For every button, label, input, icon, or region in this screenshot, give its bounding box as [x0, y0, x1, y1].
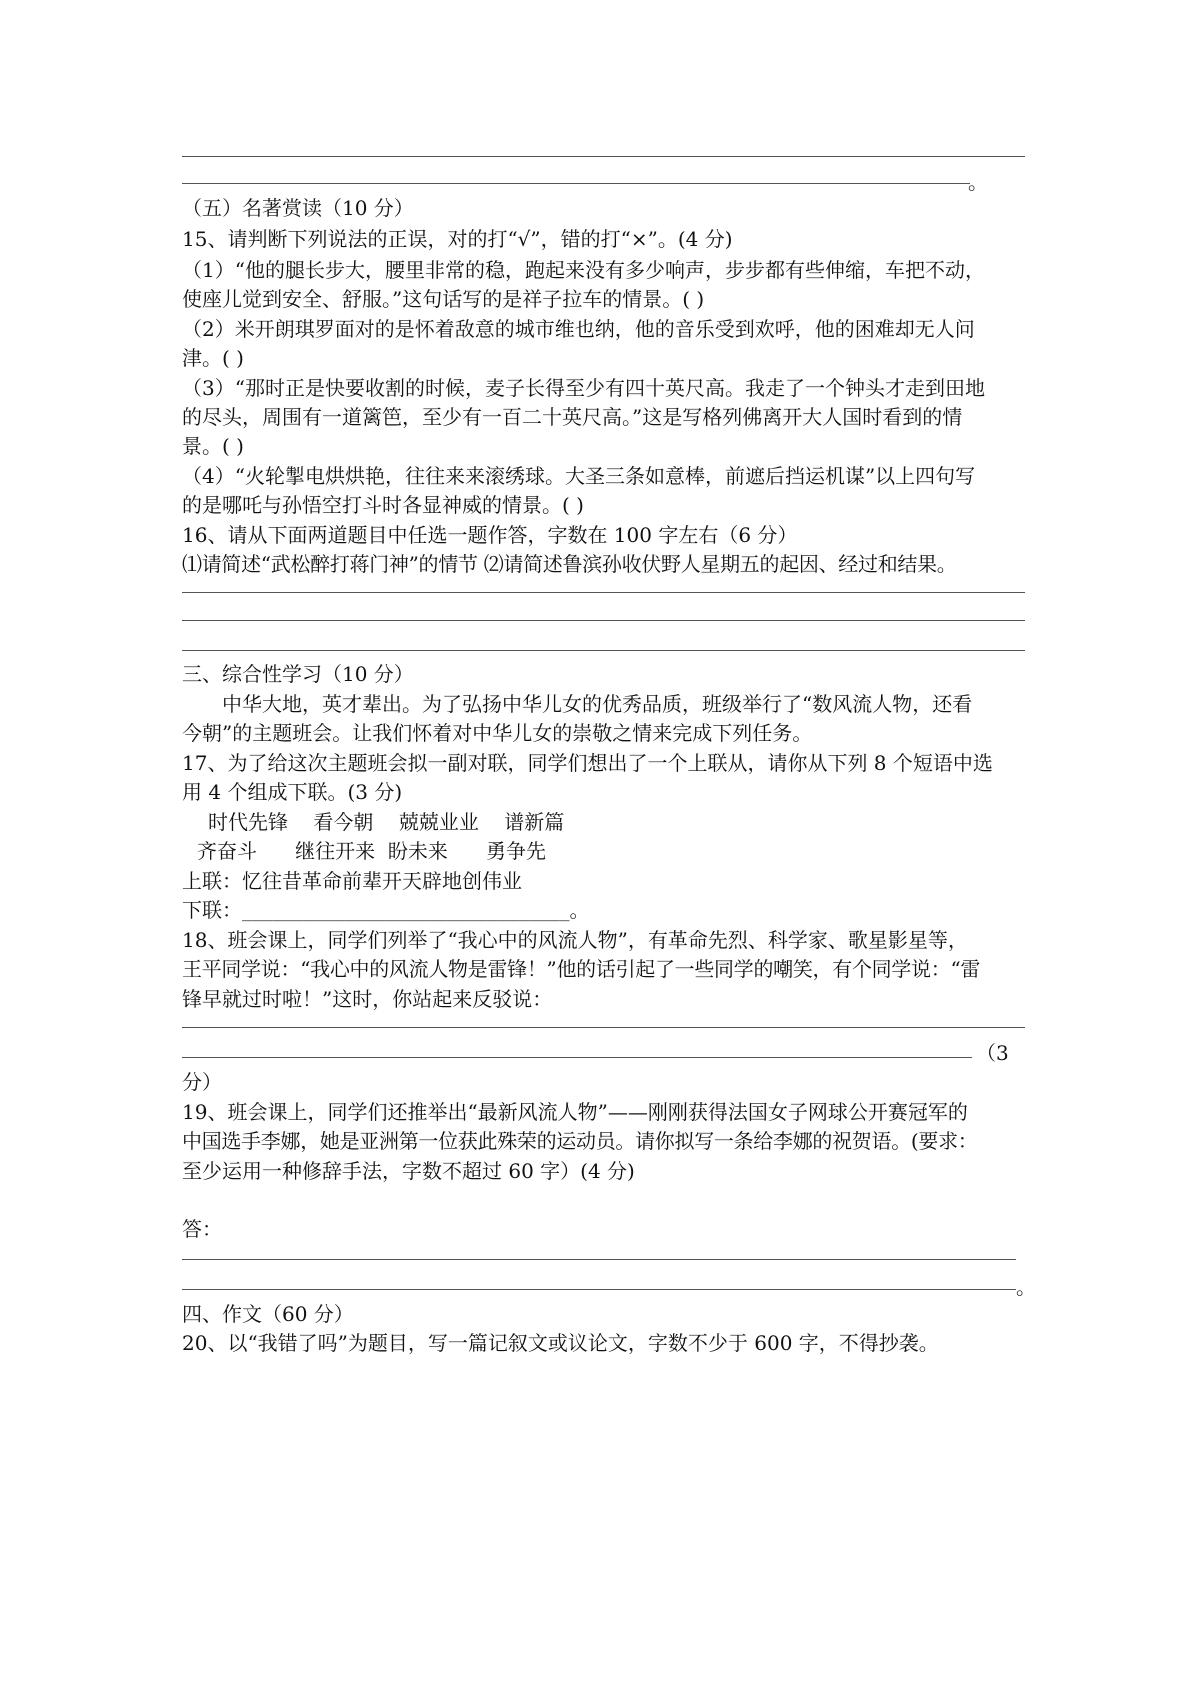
question-18: 18、班会课上，同学们列举了“我心中的风流人物”，有革命先烈、科学家、歌星影星等， — [182, 928, 968, 952]
score-label: （3 — [976, 1041, 1009, 1065]
line-end-period: 。 — [1016, 1275, 1036, 1299]
question-19-cont2: 至少运用一种修辞手法，字数不超过 60 字）(4 分) — [182, 1159, 635, 1183]
question-15-prompt: 15、请判断下列说法的正误，对的打“√”，错的打“×”。(4 分) — [182, 227, 733, 251]
question-17-prompt-cont: 用 4 个组成下联。(3 分) — [182, 780, 403, 804]
question-20: 20、以“我错了吗”为题目，写一篇记叙文或议论文，字数不少于 600 字，不得抄袭。 — [182, 1331, 939, 1355]
phrase-options-row: 时代先锋 看今朝 兢兢业业 谱新篇 — [208, 810, 565, 834]
score-label-cont: 分） — [182, 1070, 222, 1094]
question-17-prompt: 17、为了给这次主题班会拟一副对联，同学们想出了一个上联从，请你从下列 8 个短语中选 — [182, 751, 993, 775]
section-intro-cont: 今朝”的主题班会。让我们怀着对中华儿女的崇敬之情来完成下列任务。 — [182, 721, 813, 745]
answer-line — [182, 592, 1025, 593]
q16-options: ⑴请简述“武松醉打蒋门神”的情节 ⑵请简述鲁滨孙收伏野人星期五的起因、经过和结果。 — [182, 552, 957, 576]
answer-line — [182, 650, 1025, 651]
upper-couplet: 上联：忆往昔革命前辈开天辟地创伟业 — [182, 869, 522, 893]
section-intro: 中华大地，英才辈出。为了弘扬中华儿女的优秀品质，班级举行了“数风流人物，还看 — [222, 692, 973, 716]
phrase-options-row: 齐奋斗 继往开来 盼未来 勇争先 — [197, 839, 547, 863]
lower-couplet — [182, 896, 590, 926]
question-19: 19、班会课上，同学们还推举出“最新风流人物”——刚刚获得法国女子网球公开赛冠军的 — [182, 1100, 968, 1124]
question-19-cont: 中国选手李娜，她是亚洲第一位获此殊荣的运动员。请你拟写一条给李娜的祝贺语。(要求： — [182, 1129, 978, 1153]
answer-line[interactable] — [182, 1289, 1016, 1290]
section-title: （五）名著赏读（10 分） — [182, 196, 414, 220]
q15-item-1-cont: 使座儿觉到安全、舒服。”这句话写的是祥子拉车的情景。( ) — [182, 287, 705, 311]
answer-line — [182, 620, 1025, 621]
lower-couplet-blank[interactable]: ________________________________ — [242, 902, 570, 922]
q15-item-2-cont: 津。( ) — [182, 346, 244, 370]
q15-item-2: （2）米开朗琪罗面对的是怀着敌意的城市维也纳，他的音乐受到欢呼，他的困难却无人问 — [182, 317, 975, 341]
answer-label: 答： — [182, 1217, 222, 1241]
answer-line — [182, 156, 1025, 157]
line-end-period: 。 — [968, 170, 988, 194]
line-end-period: 。 — [569, 898, 590, 922]
answer-line — [182, 183, 970, 184]
question-18-cont: 王平同学说：“我心中的风流人物是雷锋！”他的话引起了一些同学的嘲笑，有个同学说：“雷 — [182, 957, 981, 981]
q15-item-4: （4）“火轮掣电烘烘艳，往往来来滚绣球。大圣三条如意棒，前遮后挡运机谋”以上四句写 — [182, 464, 976, 488]
q15-item-1: （1）“他的腿长步大，腰里非常的稳，跑起来没有多少响声，步步都有些伸缩，车把不动， — [182, 258, 985, 282]
question-16-prompt: 16、请从下面两道题目中任选一题作答，字数在 100 字左右（6 分） — [182, 523, 798, 547]
answer-line[interactable] — [182, 1259, 1016, 1260]
q15-item-3: （3）“那时正是快要收割的时候，麦子长得至少有四十英尺高。我走了一个钟头才走到田地 — [182, 376, 985, 400]
answer-line[interactable] — [182, 1057, 972, 1058]
q15-item-3-cont2: 景。( ) — [182, 434, 244, 458]
question-18-cont2: 锋早就过时啦！”这时，你站起来反驳说： — [182, 987, 553, 1011]
q15-item-4-cont: 的是哪吒与孙悟空打斗时各显神威的情景。( ) — [182, 493, 584, 517]
lower-couplet-label: 下联： — [182, 898, 242, 922]
q15-item-3-cont: 的尽头，周围有一道篱笆，至少有一百二十英尺高。”这是写格列佛离开大人国时看到的情 — [182, 405, 963, 429]
section-title: 三、综合性学习（10 分） — [182, 662, 414, 686]
section-title: 四、作文（60 分） — [182, 1302, 354, 1326]
answer-line[interactable] — [182, 1027, 1025, 1028]
